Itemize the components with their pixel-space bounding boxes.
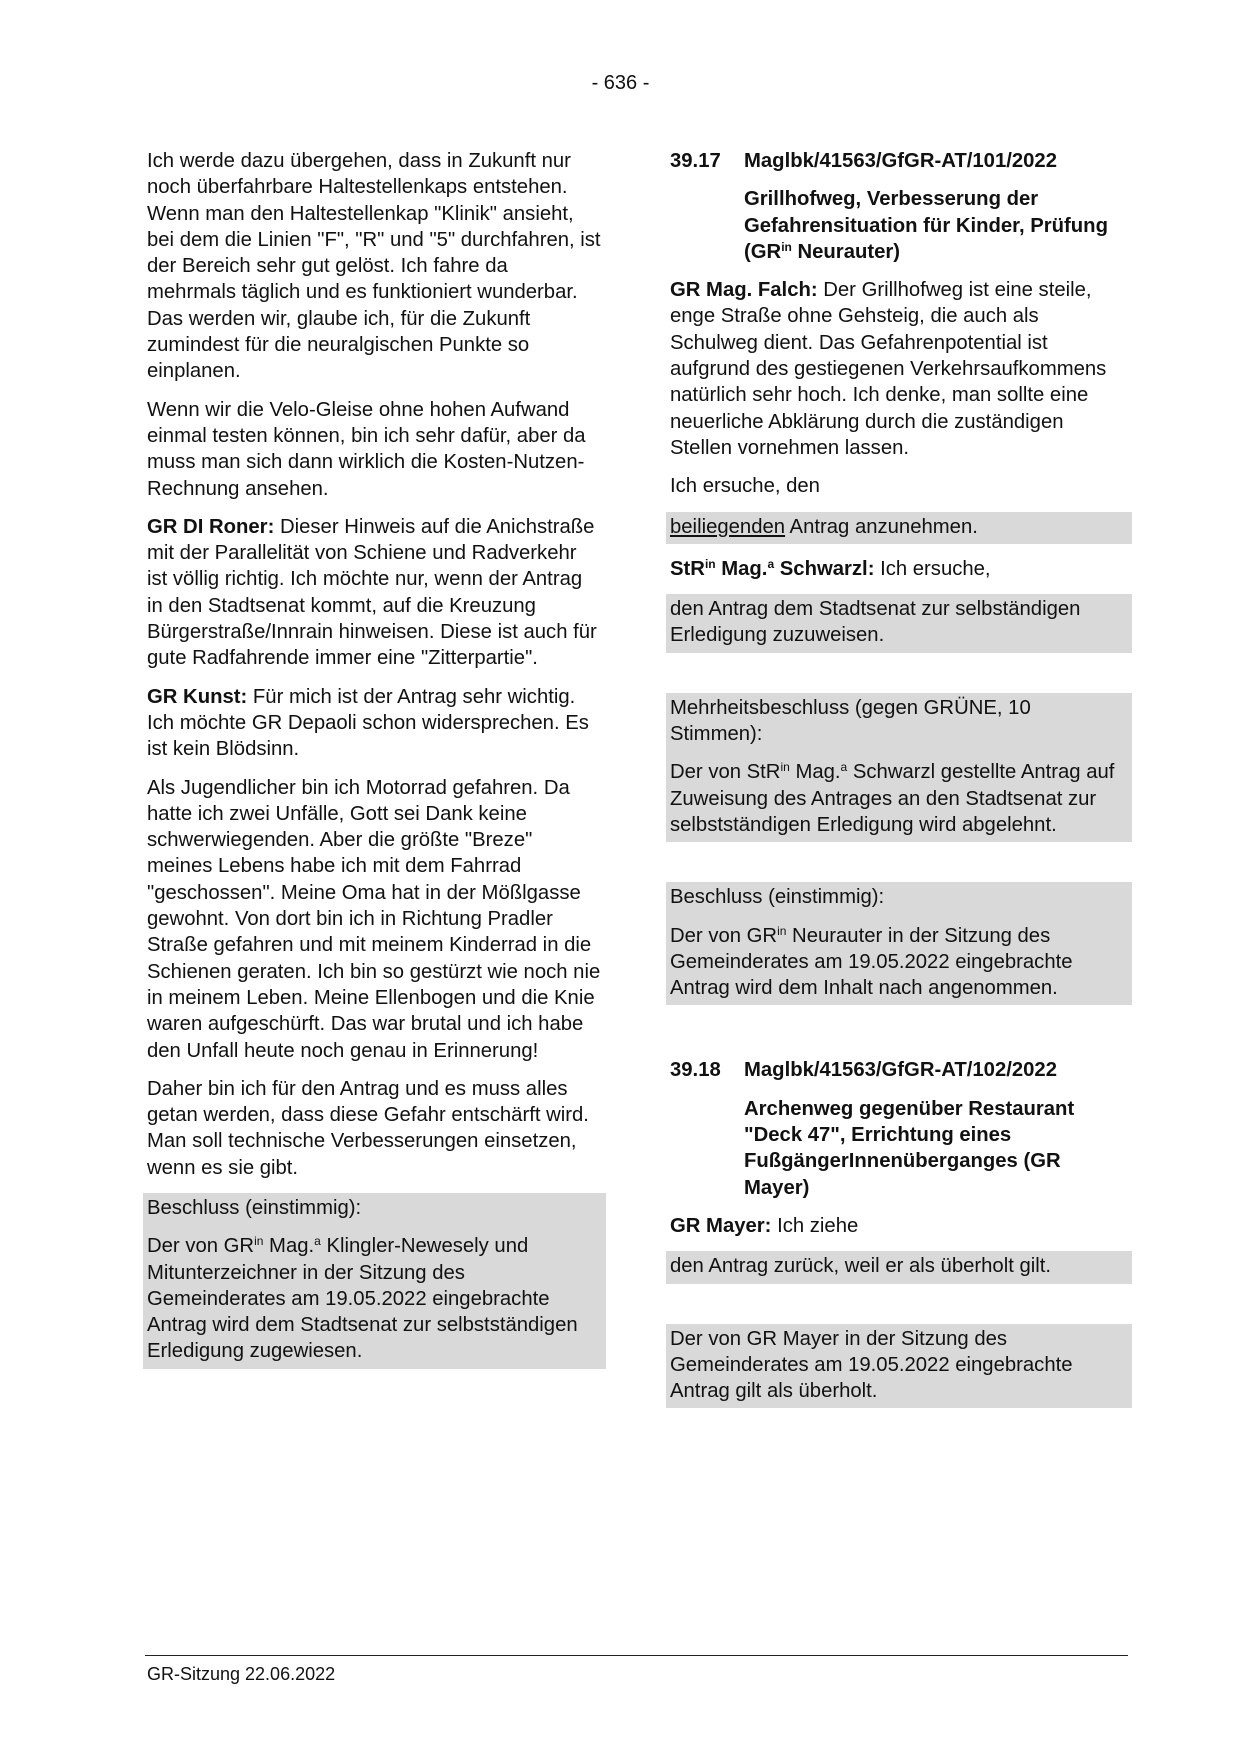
page-number: - 636 - [591, 72, 650, 94]
speaker-name: GR Mayer: [670, 1214, 772, 1237]
motion-block [666, 512, 1132, 544]
speech-text: Ich ziehe [771, 1214, 859, 1237]
speaker-name: StR$^{in}$ Mag.$^a$ Schwarzl: [670, 556, 875, 580]
motion-text: den Antrag dem Stadtsenat zur selbständigen Erledigung zuzuweisen. [670, 598, 1081, 647]
decision-text: Der von $GR^{in}$ Neurauter in der Sitzung des Gemeinderates am 19.05.2022 eingebrachte Antrag wird dem Inhalt nach angenommen. [670, 923, 1073, 1000]
paragraph [670, 1213, 1128, 1239]
decision-label: Mehrheitsbeschluss (gegen GRÜNE, 10 Stimmen): [670, 696, 1031, 746]
paragraph [670, 277, 1128, 461]
decision-text: Der von StR$^{in}$ Mag.$^a$ Schwarzl gestellte Antrag auf Zuweisung des Antrages an den Stadtsenat zur selbstständigen Erledigung wird abgelehnt. [670, 760, 1115, 836]
decision-label: Beschluss (einstimmig): [670, 886, 885, 909]
motion-text: den Antrag zurück, weil er als überholt gilt. [670, 1255, 1052, 1278]
agenda-item-heading [670, 148, 1128, 174]
footer: GR-Sitzung 22.06.2022 [147, 1664, 336, 1684]
motion-block [666, 594, 1132, 653]
agenda-item-number: 39.18 [670, 1059, 721, 1082]
agenda-item-title: Archenweg gegenüber Restaurant "Deck 47", Errichtung eines FußgängerInnenüberganges (GR Mayer) [744, 1097, 1075, 1199]
speech-text: Für mich ist der Antrag sehr wichtig. Ich möchte GR Depaoli schon widersprechen. Es ist kein Blödsinn. [147, 685, 589, 761]
agenda-item-reference: Maglbk/41563/GfGR-AT/101/2022 [744, 150, 1057, 172]
speech-text: Ich ersuche, [874, 557, 991, 580]
speech-text: Dieser Hinweis auf die Anichstraße mit der Parallelität von Schiene und Radverkehr ist völlig richtig. Ich möchte nur, wenn der Antrag in den Stadtsenat kommt, auf die Kreuzung Bürgerstraße/Innrain hinweisen. Diese ist auch für gute Radfahrende immer eine "Zitterpartie". [147, 515, 597, 670]
decision-text: Der von GR Mayer in der Sitzung des Gemeinderates am 19.05.2022 eingebrachte Antrag gilt als überholt. [670, 1327, 1073, 1403]
speaker-name: GR Mag. Falch: [670, 279, 818, 302]
motion-block [666, 1251, 1132, 1283]
speaker-name: GR Kunst: [147, 685, 248, 708]
decision-block [666, 1324, 1132, 1409]
agenda-item-title: Grillhofweg, Verbesserung der Gefahrensituation für Kinder, Prüfung ($GR^{in}$ Neurauter) [744, 188, 1108, 263]
right-column [670, 148, 1128, 1408]
paragraph [670, 556, 1128, 582]
decision-block [143, 1193, 606, 1369]
paragraph: Ich werde dazu übergehen, dass in Zukunft nur noch überfahrbare Haltestellenkaps entstehen. Wenn man den Haltestellenkap "Klinik" ansieht, bei dem die Linien "F", "R" und "5" durchfahren, ist der Bereich sehr gut gelöst. Ich fahre da mehrmals täglich und es funktioniert wunderbar. Das werden wir, glaube ich, für die Zukunft zumindest für die neuralgischen Punkte so einplanen. [147, 150, 601, 383]
paragraph: Ich ersuche, den [670, 475, 820, 498]
paragraph: Wenn wir die Velo-Gleise ohne hohen Aufwand einmal testen können, bin ich sehr dafür, aber da muss man sich dann wirklich die Kosten-Nutzen-Rechnung ansehen. [147, 398, 586, 500]
paragraph [147, 684, 602, 763]
speech-text: Der Grillhofweg ist eine steile, enge Straße ohne Gehsteig, die auch als Schulweg dient. Das Gefahrenpotential ist aufgrund des gestiegenen Verkehrsaufkommens natürlich sehr hoch. Ich denke, man sollte eine neuerliche Abklärung durch die zuständigen Stellen vornehmen lassen. [670, 279, 1107, 459]
paragraph: Daher bin ich für den Antrag und es muss alles getan werden, dass diese Gefahr entschärft wird. Man soll technische Verbesserungen einsetzen, wenn es sie gibt. [147, 1077, 589, 1179]
decision-block [666, 882, 1132, 1005]
motion-text: beiliegenden Antrag anzunehmen. [670, 515, 978, 538]
paragraph [147, 514, 602, 672]
decision-label: Beschluss (einstimmig): [147, 1196, 362, 1219]
paragraph: Als Jugendlicher bin ich Motorrad gefahren. Da hatte ich zwei Unfälle, Gott sei Dank keine schwerwiegenden. Aber die größte "Breze" meines Lebens habe ich mit dem Fahrrad "geschossen". Meine Oma hat in der Mößlgasse gewohnt. Von dort bin ich in Richtung Pradler Straße gefahren und mit meinem Kinderrad in die Schienen geraten. Ich bin so gestürzt wie noch nie in meinem Leben. Meine Ellenbogen und die Knie waren aufgeschürft. Das war brutal und ich habe den Unfall heute noch genau in Erinnerung! [147, 776, 601, 1062]
speaker-name: GR DI Roner: [147, 515, 275, 538]
footer-divider [145, 1655, 1128, 1656]
decision-block [666, 693, 1132, 842]
agenda-item-reference: Maglbk/41563/GfGR-AT/102/2022 [744, 1059, 1057, 1082]
left-column [147, 148, 602, 1369]
agenda-item-heading [670, 1057, 1128, 1083]
decision-text: Der von $GR^{in}$ Mag.$^a$ Klingler-Newesely und Mitunterzeichner in der Sitzung des Gemeinderates am 19.05.2022 eingebrachte Antrag wird dem Stadtsenat zur selbstständigen Erledigung zugewiesen. [147, 1234, 578, 1363]
agenda-item-number: 39.17 [670, 150, 721, 172]
